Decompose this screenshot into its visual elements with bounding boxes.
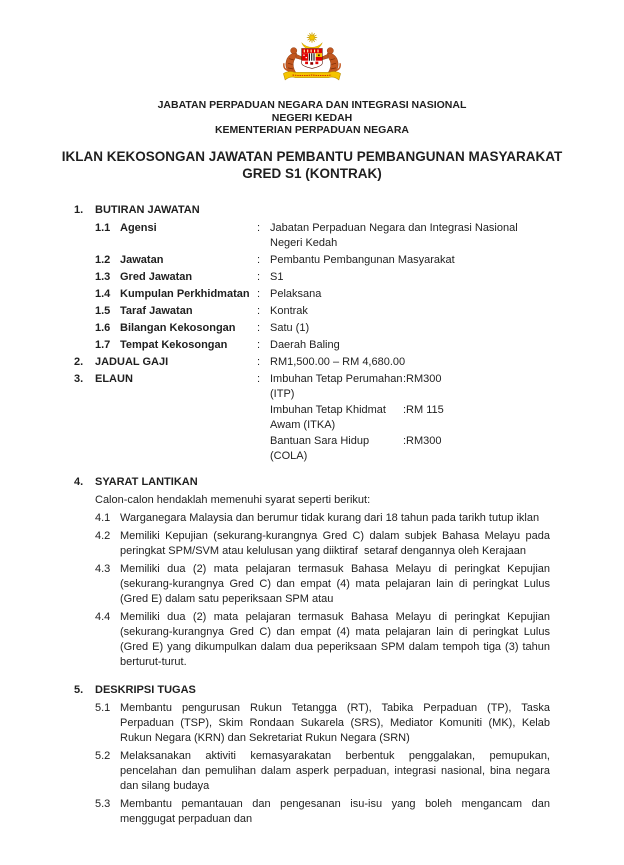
colon: : — [257, 338, 261, 351]
row-value: Jabatan Perpaduan Negara dan Integrasi Nasional Negeri Kedah — [270, 221, 518, 249]
allowance-amount: :RM300 — [403, 434, 442, 447]
document-body — [74, 203, 554, 827]
org-line-2: NEGERI KEDAH — [271, 111, 353, 124]
row-label: Taraf Jawatan — [120, 304, 193, 317]
row-value: Pembantu Pembangunan Masyarakat — [270, 253, 455, 266]
section-number: 1. — [74, 203, 84, 216]
allowance-label-line: Imbuhan Tetap Khidmat — [270, 403, 386, 416]
syarat-item — [95, 610, 554, 670]
section-syarat-lantikan — [74, 475, 554, 670]
section-number: 5. — [74, 683, 84, 696]
item-text: Memiliki Kepujian (sekurang-kurangnya Gred C) dalam subjek Bahasa Melayu pada peringkat SPM/SVM atau kelulusan yang diiktiraf setaraf dengannya oleh Kerajaan — [120, 529, 554, 557]
section-heading: BUTIRAN JAWATAN — [95, 203, 200, 216]
item-text: Warganegara Malaysia dan berumur tidak kurang dari 18 tahun pada tarikh tutup iklan — [120, 511, 540, 524]
syarat-item — [95, 511, 550, 526]
document-title — [0, 148, 624, 183]
section-elaun — [74, 372, 550, 465]
row-label: Kumpulan Perkhidmatan — [120, 287, 250, 300]
section-deskripsi-tugas — [74, 683, 554, 827]
elaun-item-cola — [270, 434, 550, 464]
item-text: Membantu pemantauan dan pengesanan isu-isu yang boleh mengancam dan menggugat perpaduan dan — [120, 797, 554, 825]
section-heading: ELAUN — [95, 372, 133, 385]
allowance-label — [270, 403, 403, 433]
item-number: 4.3 — [95, 562, 111, 575]
syarat-item — [95, 562, 554, 607]
colon: : — [257, 355, 261, 368]
syarat-intro: Calon-calon hendaklah memenuhi syarat seperti berikut: — [95, 493, 371, 506]
row-number: 1.3 — [95, 270, 111, 283]
section-jadual-gaji — [74, 355, 550, 370]
section-butiran-jawatan — [74, 203, 550, 353]
allowance-label-line: (COLA) — [270, 449, 308, 462]
section-heading: DESKRIPSI TUGAS — [95, 683, 196, 696]
row-kumpulan-perkhidmatan — [74, 287, 550, 302]
section-heading: JADUAL GAJI — [95, 355, 169, 368]
allowance-label-line: Awam (ITKA) — [270, 418, 336, 431]
org-header — [0, 99, 624, 137]
row-tempat-kekosongan — [74, 338, 550, 353]
row-number: 1.7 — [95, 338, 111, 351]
elaun-item-itp — [270, 372, 550, 402]
syarat-item — [95, 529, 554, 559]
row-value: Satu (1) — [270, 321, 310, 334]
row-agensi — [74, 221, 550, 251]
item-text: Memiliki dua (2) mata pelajaran termasuk Bahasa Melayu di peringkat Kepujian (sekurang-kurangnya Gred C) dan empat (4) mata pelajaran lain di peringkat Lulus (Gred E) dalam satu peperiksaan SPM atau — [120, 562, 554, 605]
title-line-2: GRED S1 (KONTRAK) — [242, 166, 382, 181]
row-number: 1.1 — [95, 221, 111, 234]
item-number: 4.1 — [95, 511, 111, 524]
row-bilangan-kekosongan — [74, 321, 550, 336]
row-value: Daerah Baling — [270, 338, 340, 351]
item-number: 5.1 — [95, 701, 111, 714]
title-line-1: IKLAN KEKOSONGAN JAWATAN PEMBANTU PEMBANGUNAN MASYARAKAT — [61, 148, 563, 164]
crest-container — [0, 30, 624, 92]
allowance-label-line: (ITP) — [270, 387, 295, 400]
item-text: Melaksanakan aktiviti kemasyarakatan berbentuk penggalakan, pemupukan, pencelahan dan pemulihan dalam asperk perpaduan, integrasi nasional, bina negara dan silang budaya — [120, 749, 554, 792]
row-label: Agensi — [120, 221, 157, 234]
row-value: Kontrak — [270, 304, 308, 317]
item-number: 4.2 — [95, 529, 111, 542]
colon: : — [257, 321, 261, 334]
colon: : — [257, 287, 261, 300]
tugas-item — [95, 797, 554, 827]
colon: : — [257, 221, 261, 234]
row-label: Jawatan — [120, 253, 164, 266]
item-text: Memiliki dua (2) mata pelajaran termasuk Bahasa Melayu di peringkat Kepujian (sekurang-kurangnya Gred C) dan empat (4) mata pelajaran lain di peringkat Lulus (Gred E) yang dikumpulkan dalam dua peperiksaan SPM dalam tempoh tiga (3) tahun berturut-turut. — [120, 610, 554, 668]
colon: : — [257, 372, 261, 385]
row-label: Gred Jawatan — [120, 270, 193, 283]
row-value: Pelaksana — [270, 287, 322, 300]
section-number: 3. — [74, 372, 84, 385]
row-number: 1.5 — [95, 304, 111, 317]
tiger-right — [322, 48, 340, 73]
item-number: 4.4 — [95, 610, 111, 623]
elaun-item-itka — [270, 403, 550, 433]
tiger-left — [284, 48, 302, 73]
row-number: 1.6 — [95, 321, 111, 334]
row-label: Tempat Kekosongan — [120, 338, 228, 351]
allowance-amount: :RM 115 — [403, 403, 444, 416]
salary-range-value: RM1,500.00 – RM 4,680.00 — [270, 355, 406, 368]
org-line-3: KEMENTERIAN PERPADUAN NEGARA — [214, 124, 410, 136]
item-number: 5.2 — [95, 749, 111, 762]
row-jawatan — [74, 253, 550, 268]
item-text: Membantu pengurusan Rukun Tetangga (RT), Tabika Perpaduan (TP), Taska Perpaduan (TSP), Skim Rondaan Sukarela (SRS), Mediator Komuniti (MK), Kelab Rukun Negara (KRN) dan Sekretariat Rukun Negara (SRN) — [120, 701, 554, 744]
allowance-label-line: Bantuan Sara Hidup — [270, 434, 370, 447]
allowance-amount: :RM300 — [403, 372, 442, 385]
row-number: 1.4 — [95, 287, 111, 300]
item-number: 5.3 — [95, 797, 111, 810]
row-value: S1 — [270, 270, 284, 283]
colon: : — [257, 304, 261, 317]
elaun-list — [270, 372, 550, 465]
tugas-item — [95, 749, 554, 794]
tugas-item — [95, 701, 554, 746]
colon: : — [257, 253, 261, 266]
section-number: 2. — [74, 355, 84, 368]
org-line-1: JABATAN PERPADUAN NEGARA DAN INTEGRASI NASIONAL — [157, 99, 467, 111]
colon: : — [257, 270, 261, 283]
row-number: 1.2 — [95, 253, 111, 266]
allowance-label-line: Imbuhan Tetap Perumahan — [270, 372, 403, 385]
row-gred-jawatan — [74, 270, 550, 285]
malaysia-coat-of-arms-icon — [272, 30, 352, 92]
allowance-label — [270, 372, 403, 402]
row-taraf-jawatan — [74, 304, 550, 319]
allowance-label — [270, 434, 403, 464]
section-number: 4. — [74, 475, 84, 488]
section-heading: SYARAT LANTIKAN — [95, 475, 198, 488]
row-label: Bilangan Kekosongan — [120, 321, 236, 334]
